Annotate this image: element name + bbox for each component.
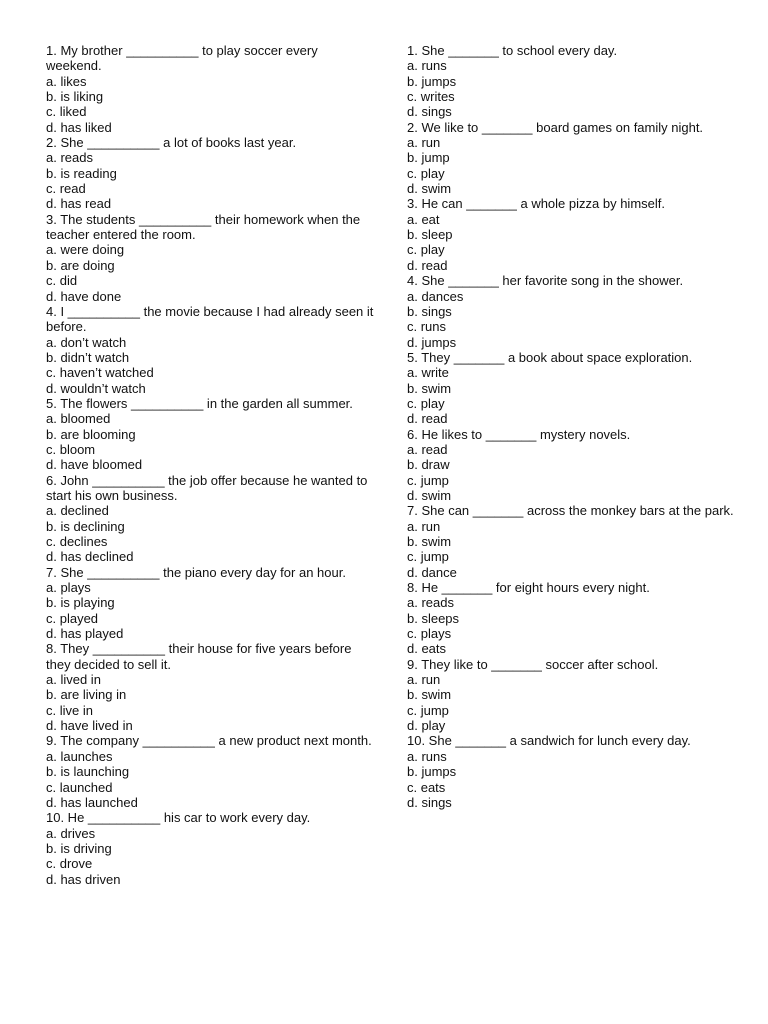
answer-option: b. sings — [407, 303, 452, 319]
answer-option: d. have lived in — [46, 718, 133, 734]
question-text: 7. She can _______ across the monkey bars at the park. — [407, 503, 734, 519]
answer-option: a. bloomed — [46, 411, 111, 427]
left-question-9 — [46, 733, 376, 810]
right-question-3 — [407, 196, 737, 273]
answer-option: b. is declining — [46, 518, 125, 534]
answer-option: d. have bloomed — [46, 457, 143, 473]
answer-option: d. has launched — [46, 794, 138, 810]
answer-option: b. are living in — [46, 687, 127, 703]
question-text: 7. She __________ the piano every day for an hour. — [46, 564, 346, 580]
answer-option: a. drives — [46, 825, 96, 841]
left-question-column — [46, 43, 376, 887]
answer-option: d. eats — [407, 641, 447, 657]
answer-option: c. jump — [407, 472, 449, 488]
right-question-6 — [407, 427, 737, 504]
answer-option: d. read — [407, 257, 448, 273]
answer-option: d. swim — [407, 487, 452, 503]
answer-option: d. swim — [407, 181, 452, 197]
answer-option: c. eats — [407, 779, 446, 795]
answer-option: c. jump — [407, 702, 449, 718]
question-text: 9. The company __________ a new product next month. — [46, 733, 372, 749]
answer-option: c. play — [407, 395, 445, 411]
answer-option: c. haven’t watched — [46, 365, 154, 381]
left-question-7 — [46, 565, 376, 642]
answer-option: d. has read — [46, 196, 112, 212]
answer-option: a. reads — [46, 150, 93, 166]
answer-option: a. run — [407, 518, 441, 534]
question-text: 4. I __________ the movie because I had already seen it before. — [46, 303, 374, 335]
question-text: 3. He can _______ a whole pizza by himself. — [407, 196, 665, 212]
answer-option: d. has liked — [46, 119, 112, 135]
question-text: 2. She __________ a lot of books last year. — [46, 135, 297, 151]
left-question-3 — [46, 212, 376, 304]
answer-option: d. have done — [46, 288, 122, 304]
answer-option: c. play — [407, 242, 445, 258]
answer-option: c. declines — [46, 534, 108, 549]
answer-option: b. is reading — [46, 165, 117, 181]
answer-option: b. is driving — [46, 840, 112, 856]
answer-option: d. jumps — [407, 334, 457, 350]
right-question-column — [407, 43, 737, 810]
right-question-4 — [407, 273, 737, 350]
left-question-8 — [46, 641, 376, 733]
answer-option: b. swim — [407, 380, 452, 396]
answer-option: a. run — [407, 672, 441, 688]
answer-option: b. sleep — [407, 227, 453, 243]
answer-option: a. were doing — [46, 242, 125, 258]
answer-option: d. play — [407, 718, 446, 734]
answer-option: b. jumps — [407, 764, 457, 780]
right-question-2 — [407, 120, 737, 197]
answer-option: d. has driven — [46, 871, 121, 887]
answer-option: c. writes — [407, 89, 455, 105]
answer-option: c. read — [46, 181, 86, 197]
right-question-8 — [407, 580, 737, 657]
question-text: 3. The students __________ their homework when the teacher entered the room. — [46, 211, 361, 243]
answer-option: b. jumps — [407, 73, 457, 89]
answer-option: c. jump — [407, 549, 449, 565]
answer-option: c. played — [46, 610, 99, 626]
left-question-4 — [46, 304, 376, 396]
question-text: 9. They like to _______ soccer after school. — [407, 656, 659, 672]
question-text: 8. They __________ their house for five years before they decided to sell it. — [46, 641, 352, 672]
answer-option: d. sings — [407, 794, 452, 810]
left-question-1 — [46, 43, 376, 135]
answer-option: c. bloom — [46, 441, 96, 457]
answer-option: a. run — [407, 135, 441, 151]
right-question-5 — [407, 350, 737, 427]
answer-option: d. wouldn’t watch — [46, 380, 146, 396]
answer-option: a. runs — [407, 748, 447, 764]
question-text: 5. They _______ a book about space exploration. — [407, 349, 693, 365]
answer-option: a. lived in — [46, 672, 101, 688]
question-text: 5. The flowers __________ in the garden all summer. — [46, 395, 353, 411]
question-text: 1. My brother __________ to play soccer every weekend. — [46, 43, 318, 74]
answer-option: a. launches — [46, 748, 113, 764]
left-question-6 — [46, 473, 376, 565]
right-question-1 — [407, 43, 737, 120]
answer-option: c. play — [407, 165, 445, 181]
answer-option: c. live in — [46, 702, 93, 718]
right-question-7 — [407, 503, 737, 580]
answer-option: b. jump — [407, 150, 450, 166]
question-text: 8. He _______ for eight hours every night. — [407, 580, 650, 596]
answer-option: d. has declined — [46, 549, 134, 565]
question-text: 10. He __________ his car to work every day. — [46, 810, 311, 826]
answer-option: a. likes — [46, 73, 87, 89]
answer-option: b. sleeps — [407, 610, 460, 626]
answer-option: a. write — [407, 365, 449, 381]
answer-option: b. are doing — [46, 257, 115, 273]
answer-option: b. are blooming — [46, 426, 136, 442]
left-question-2 — [46, 135, 376, 212]
left-question-5 — [46, 396, 376, 473]
answer-option: d. has played — [46, 626, 124, 642]
answer-option: c. launched — [46, 779, 113, 795]
answer-option: b. is playing — [46, 595, 115, 611]
answer-option: b. is launching — [46, 764, 130, 780]
answer-option: d. dance — [407, 564, 457, 580]
answer-option: b. draw — [407, 457, 450, 473]
question-text: 6. John __________ the job offer because he wanted to start his own business. — [46, 472, 368, 503]
right-question-9 — [407, 657, 737, 734]
answer-option: d. sings — [407, 104, 452, 120]
answer-option: a. reads — [407, 595, 454, 611]
question-text: 1. She _______ to school every day. — [407, 43, 618, 58]
question-text: 6. He likes to _______ mystery novels. — [407, 426, 631, 442]
answer-option: b. is liking — [46, 89, 104, 105]
answer-option: a. dances — [407, 288, 464, 304]
answer-option: a. read — [407, 441, 448, 457]
answer-option: c. runs — [407, 319, 447, 335]
answer-option: a. declined — [46, 503, 109, 519]
answer-option: a. runs — [407, 58, 447, 74]
answer-option: c. drove — [46, 856, 93, 872]
answer-option: b. swim — [407, 687, 452, 703]
answer-option: b. didn’t watch — [46, 349, 130, 365]
answer-option: c. did — [46, 273, 78, 289]
right-question-10 — [407, 733, 737, 810]
answer-option: a. eat — [407, 211, 440, 227]
question-text: 4. She _______ her favorite song in the shower. — [407, 273, 684, 289]
answer-option: a. plays — [46, 580, 91, 596]
answer-option: a. don’t watch — [46, 334, 127, 350]
answer-option: c. plays — [407, 626, 452, 642]
answer-option: b. swim — [407, 534, 452, 549]
left-question-10 — [46, 810, 376, 887]
answer-option: d. read — [407, 411, 448, 427]
question-text: 2. We like to _______ board games on family night. — [407, 119, 704, 135]
answer-option: c. liked — [46, 104, 87, 120]
question-text: 10. She _______ a sandwich for lunch every day. — [407, 733, 691, 749]
